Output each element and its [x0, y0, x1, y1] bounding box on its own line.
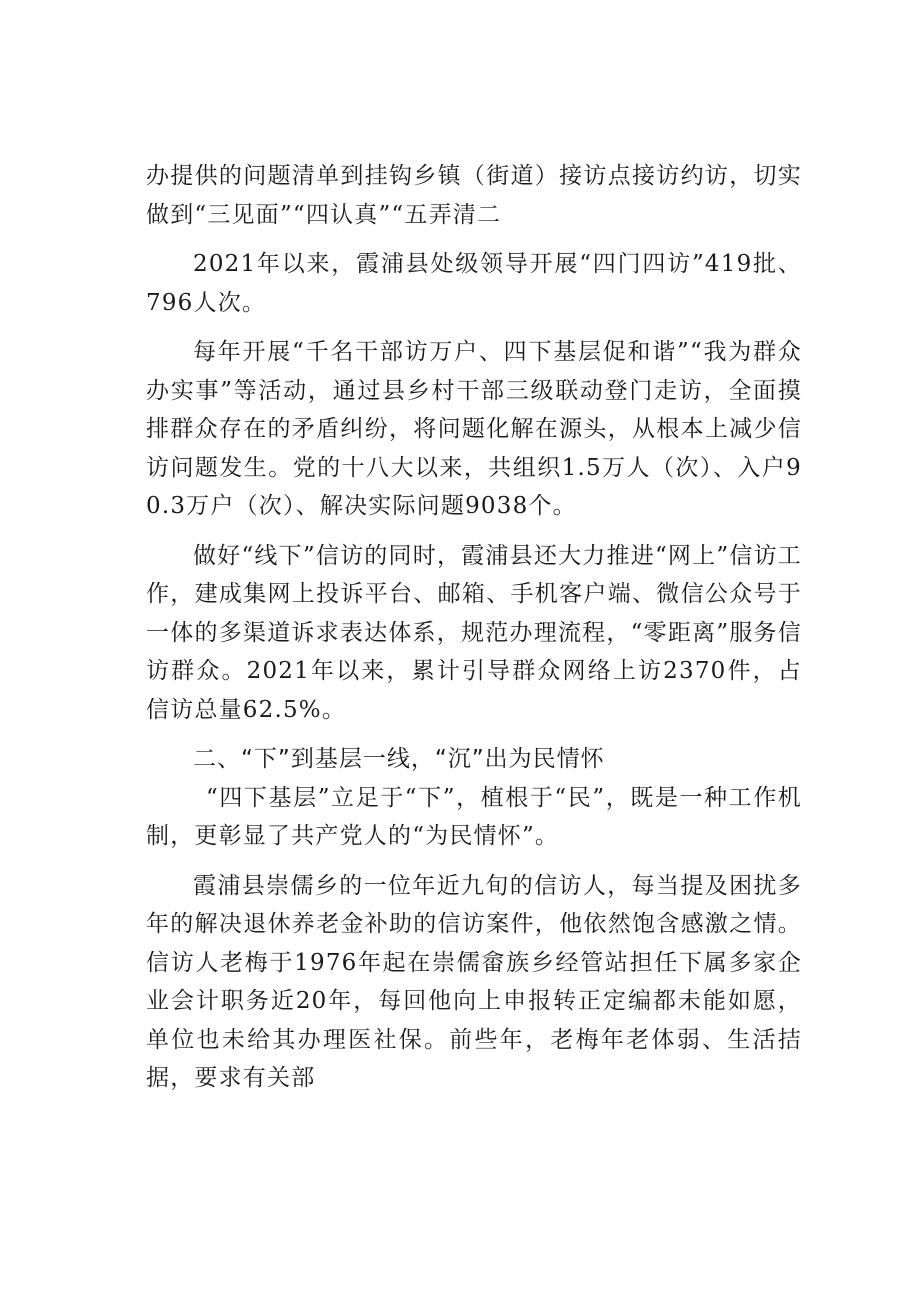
paragraph-online-petition: 做好“线下”信访的同时，霞浦县还大力推进“网上”信访工作，建成集网上投诉平台、邮箱、手机客户端、微信公众号于一体的多渠道诉求表达体系，规范办理流程，“零距离”服务信访群众。2021年以来，累计引导群众网络上访2370件，占信访总量62.5%。 [146, 542, 802, 723]
paragraph-continued: 办提供的问题清单到挂钩乡镇（街道）接访点接访约访，切实做到“三见面”“四认真”“五弄清二 [146, 163, 802, 228]
paragraph-annual-activities: 每年开展“千名干部访万户、四下基层促和谐”“我为群众办实事”等活动，通过县乡村干部三级联动登门走访，全面摸排群众存在的矛盾纠纷，将问题化解在源头，从根本上减少信访问题发生。党的十八大以来，共组织1.5万人（次）、入户90.3万户（次）、解决实际问题9038个。 [146, 339, 802, 519]
paragraph-leader-visits: 2021年以来，霞浦县处级领导开展“四门四访”419批、796人次。 [146, 251, 802, 316]
paragraph-petitioner-case: 霞浦县崇儒乡的一位年近九旬的信访人，每当提及困扰多年的解决退休养老金补助的信访案件，他依然饱含感激之情。信访人老梅于1976年起在崇儒畲族乡经管站担任下属多家企业会计职务近20年，每回他向上申报转正定编都未能如愿，单位也未给其办理医社保。前些年，老梅年老体弱、生活拮据，要求有关部 [146, 872, 802, 1091]
section-heading: 二、“下”到基层一线，“沉”出为民情怀 [193, 746, 605, 772]
document-body [146, 157, 802, 1098]
paragraph-four-down: “四下基层”立足于“下”，植根于“民”，既是一种工作机制，更彰显了共产党人的“为民情怀”。 [146, 784, 802, 849]
